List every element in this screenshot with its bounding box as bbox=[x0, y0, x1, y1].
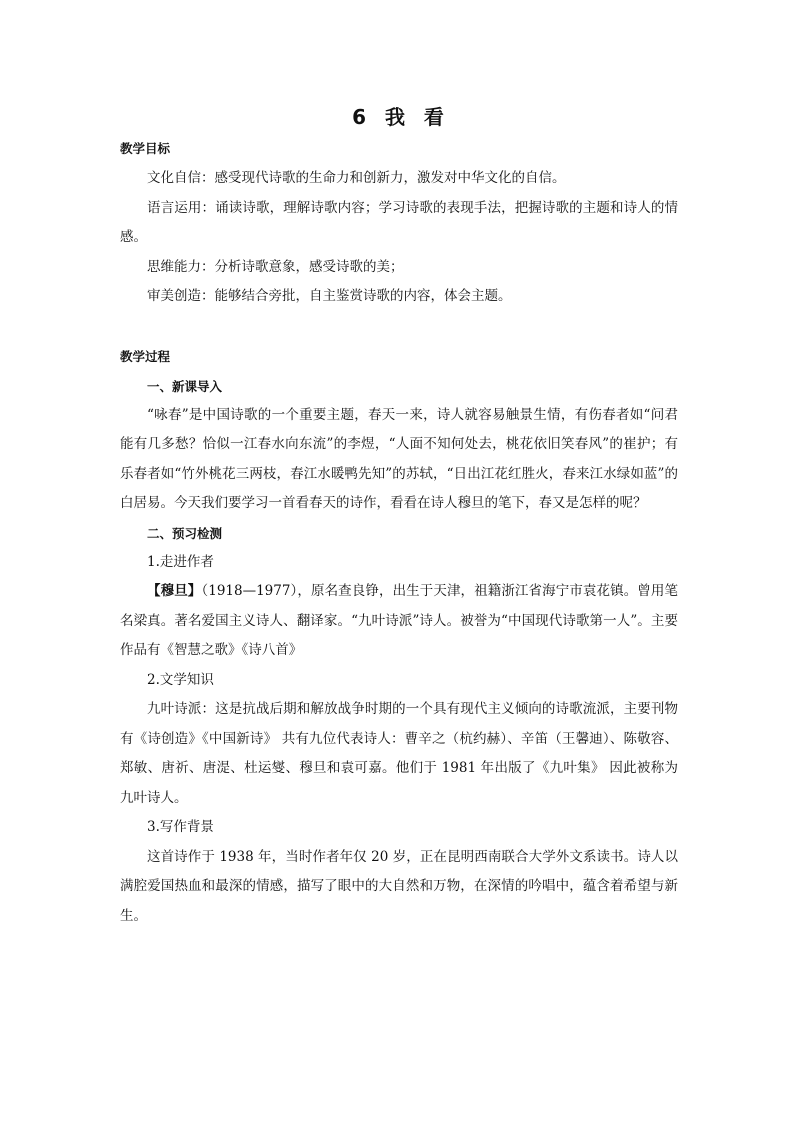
page-title: 6 我 看 bbox=[352, 105, 446, 129]
section-gap bbox=[120, 312, 678, 342]
intro-paragraph: “咏春”是中国诗歌的一个重要主题，春天一来，诗人就容易触景生情，有伤春者如“问君能有几多愁？恰似一江春水向东流”的李煜，“人面不知何处去，桃花依旧笑春风”的崔护；有乐春者如“竹外桃花三两枝，春江水暖鸭先知”的苏轼，“日出江花红胜火，春来江水绿如蓝”的白居易。今天我们要学习一首看春天的诗作，看看在诗人穆旦的笔下，春又是怎样的呢？ bbox=[120, 406, 678, 511]
process-heading: 教学过程 bbox=[120, 348, 171, 364]
goal-item-culture: 文化自信：感受现代诗歌的生命力和创新力，激发对中华文化的自信。 bbox=[147, 170, 566, 186]
author-text: （1918—1977），原名查良铮，出生于天津，祖籍浙江省海宁市袁花镇。曾用笔名梁真。著名爱国主义诗人、翻译家。“九叶诗派”诗人。被誉为“中国现代诗歌第一人”。主要作品有《智慧之歌》《诗八首》 bbox=[120, 583, 678, 658]
author-name: 【穆旦】 bbox=[147, 583, 202, 599]
author-heading: 1.走进作者 bbox=[147, 553, 214, 570]
goal-item-aesthetic: 审美创造：能够结合旁批，自主鉴赏诗歌的内容，体会主题。 bbox=[147, 288, 512, 304]
preview-heading: 二、预习检测 bbox=[147, 525, 223, 541]
background-paragraph: 这首诗作于 1938 年，当时作者年仅 20 岁，正在昆明西南联合大学外文系读书。诗人以满腔爱国热血和最深的情感，描写了眼中的大自然和万物，在深情的吟唱中，蕴含着希望与新生。 bbox=[120, 848, 678, 924]
goals-heading: 教学目标 bbox=[120, 141, 171, 156]
document-page bbox=[120, 100, 678, 931]
author-paragraph bbox=[120, 577, 678, 666]
goal-item-thinking: 思维能力：分析诗歌意象，感受诗歌的美； bbox=[147, 258, 404, 275]
knowledge-heading: 2.文学知识 bbox=[147, 671, 214, 688]
goal-item-language: 语言运用：诵读诗歌，理解诗歌内容；学习诗歌的表现手法，把握诗歌的主题和诗人的情感。 bbox=[120, 199, 678, 245]
background-heading: 3.写作背景 bbox=[147, 819, 214, 835]
intro-heading: 一、新课导入 bbox=[147, 378, 223, 394]
knowledge-paragraph: 九叶诗派：这是抗战后期和解放战争时期的一个具有现代主义倾向的诗歌流派，主要刊物有《诗创造》《中国新诗》 共有九位代表诗人：曹辛之（杭约赫）、辛笛（王馨迪）、陈敬容、郑敏、唐祈、唐湜、杜运燮、穆旦和袁可嘉。他们于 1981 年出版了《九叶集》 因此被称为九叶诗人。 bbox=[120, 701, 678, 806]
